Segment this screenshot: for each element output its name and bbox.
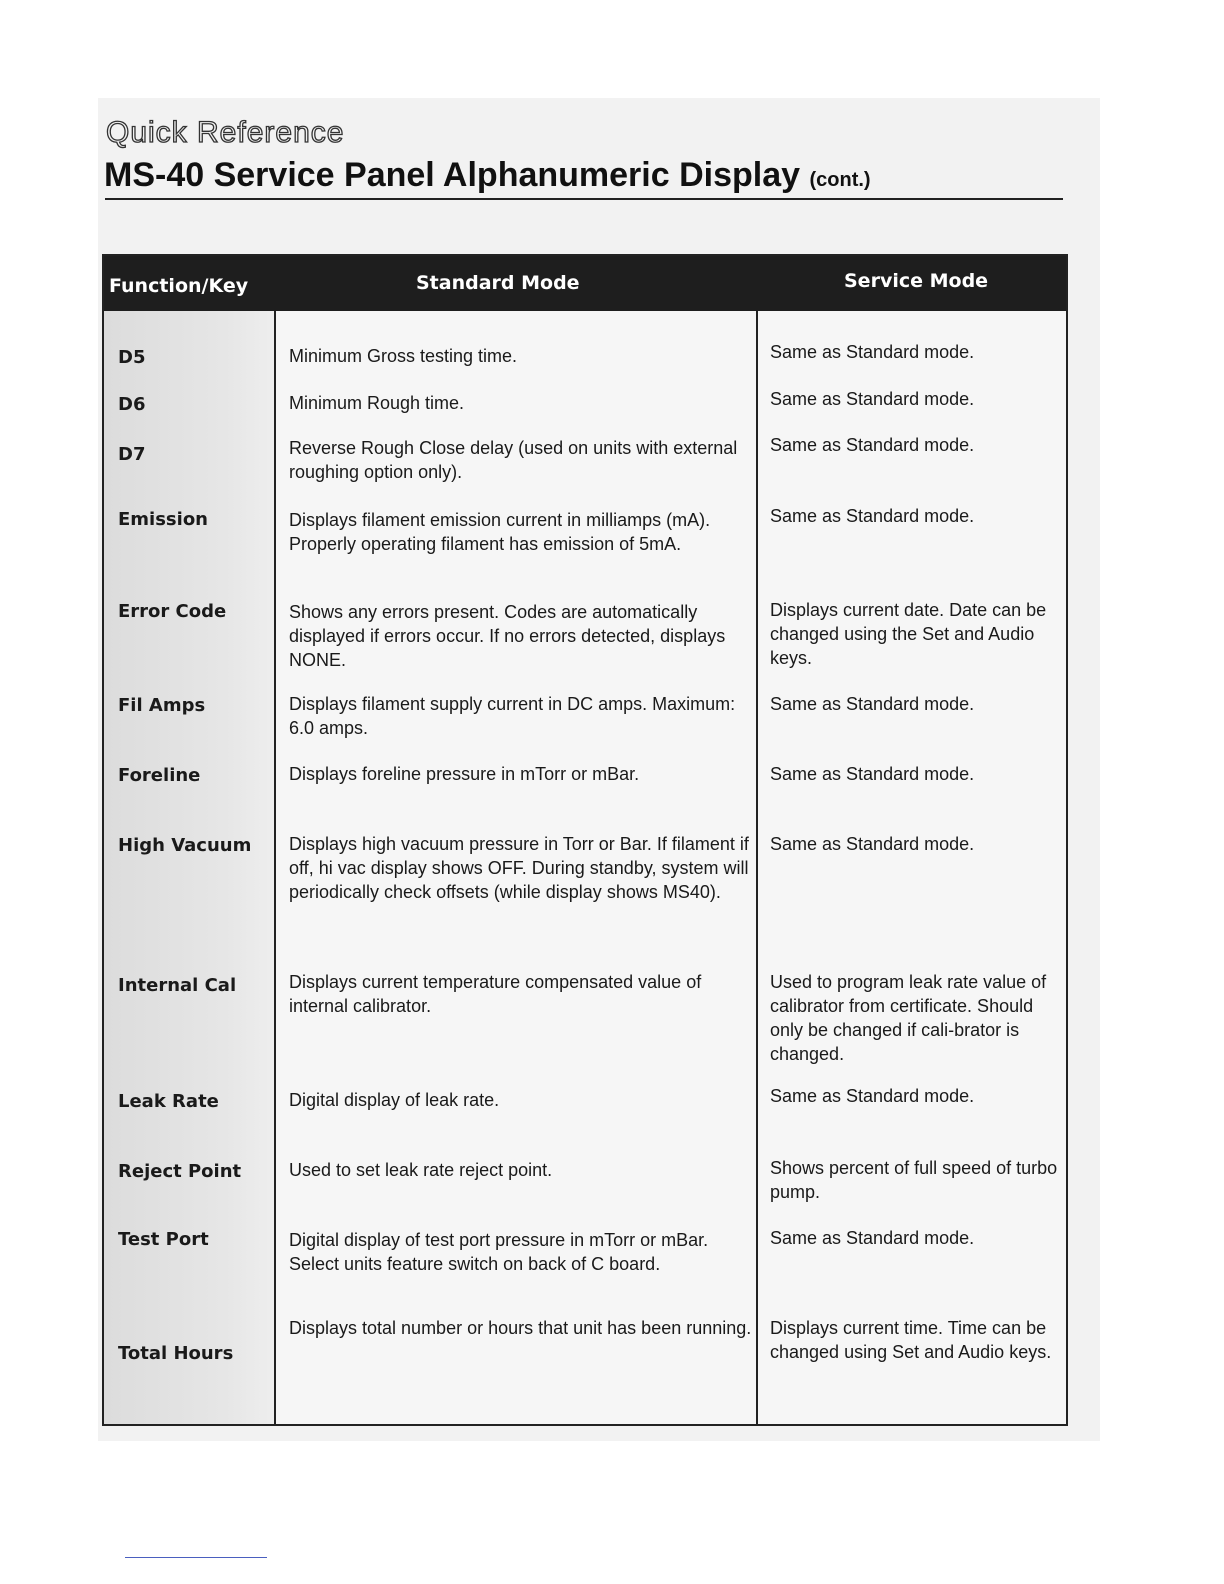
- column-header-function-key: Function/Key: [109, 275, 249, 297]
- row-service: Displays current date. Date can be changed using the Set and Audio keys.: [770, 600, 1047, 668]
- row-standard: Minimum Gross testing time.: [289, 346, 518, 366]
- row-service: Same as Standard mode.: [770, 764, 975, 784]
- column-divider: [756, 311, 758, 1424]
- row-standard: Minimum Rough time.: [289, 393, 465, 413]
- key-column-shading: [104, 311, 276, 1424]
- row-key: Emission: [118, 509, 208, 530]
- row-key: Fil Amps: [118, 695, 206, 716]
- row-standard: Displays filament emission current in milliamps (mA). Properly operating filament has emission of 5mA.: [289, 510, 711, 554]
- row-key: Error Code: [118, 601, 227, 622]
- row-service: Same as Standard mode.: [770, 435, 975, 455]
- row-standard: Displays high vacuum pressure in Torr or Bar. If filament if off, hi vac display shows OFF. During standby, system will periodically check offsets (while display shows MS40).: [289, 834, 749, 902]
- column-header-service-mode: Service Mode: [844, 270, 989, 292]
- row-standard: Displays filament supply current in DC amps. Maximum: 6.0 amps.: [289, 694, 736, 738]
- row-service: Same as Standard mode.: [770, 506, 975, 526]
- row-standard: Used to set leak rate reject point.: [289, 1160, 553, 1180]
- row-key: Total Hours: [118, 1343, 234, 1364]
- row-service: Same as Standard mode.: [770, 1228, 975, 1248]
- row-key: Internal Cal: [118, 975, 237, 996]
- row-key: D5: [118, 347, 146, 368]
- row-standard: Displays total number or hours that unit has been running.: [289, 1318, 752, 1338]
- row-standard: Reverse Rough Close delay (used on units with external roughing option only).: [289, 438, 738, 482]
- page-title-suffix: (cont.): [809, 169, 871, 191]
- row-service: Same as Standard mode.: [770, 694, 975, 714]
- row-key: High Vacuum: [118, 835, 252, 856]
- section-kicker: Quick Reference: [106, 116, 345, 149]
- row-service: Same as Standard mode.: [770, 389, 975, 409]
- row-service: Same as Standard mode.: [770, 1086, 975, 1106]
- row-service: Shows percent of full speed of turbo pump.: [770, 1158, 1058, 1202]
- column-divider: [274, 311, 276, 1424]
- row-service: Same as Standard mode.: [770, 342, 975, 362]
- row-standard: Displays current temperature compensated value of internal calibrator.: [289, 972, 702, 1016]
- row-service: Same as Standard mode.: [770, 834, 975, 854]
- title-rule: [105, 198, 1063, 200]
- row-standard: Digital display of leak rate.: [289, 1090, 500, 1110]
- row-key: D7: [118, 444, 146, 465]
- footer-mark: [125, 1557, 267, 1558]
- column-header-standard-mode: Standard Mode: [416, 272, 580, 294]
- row-key: Reject Point: [118, 1161, 242, 1182]
- reference-table: [102, 254, 1068, 1426]
- row-key: D6: [118, 394, 146, 415]
- row-service: Used to program leak rate value of calibrator from certificate. Should only be changed if cali-brator is changed.: [770, 972, 1047, 1064]
- row-service: Displays current time. Time can be changed using Set and Audio keys.: [770, 1318, 1052, 1362]
- page-title-text: MS-40 Service Panel Alphanumeric Display: [104, 156, 801, 194]
- table-header: [104, 256, 1066, 311]
- row-standard: Displays foreline pressure in mTorr or mBar.: [289, 764, 640, 784]
- row-key: Test Port: [118, 1229, 209, 1250]
- row-key: Leak Rate: [118, 1091, 219, 1112]
- row-standard: Digital display of test port pressure in mTorr or mBar. Select units feature switch on back of C board.: [289, 1230, 709, 1274]
- row-key: Foreline: [118, 765, 201, 786]
- page-title: [104, 156, 871, 195]
- row-standard: Shows any errors present. Codes are automatically displayed if errors occur. If no errors detected, displays NONE.: [289, 602, 726, 670]
